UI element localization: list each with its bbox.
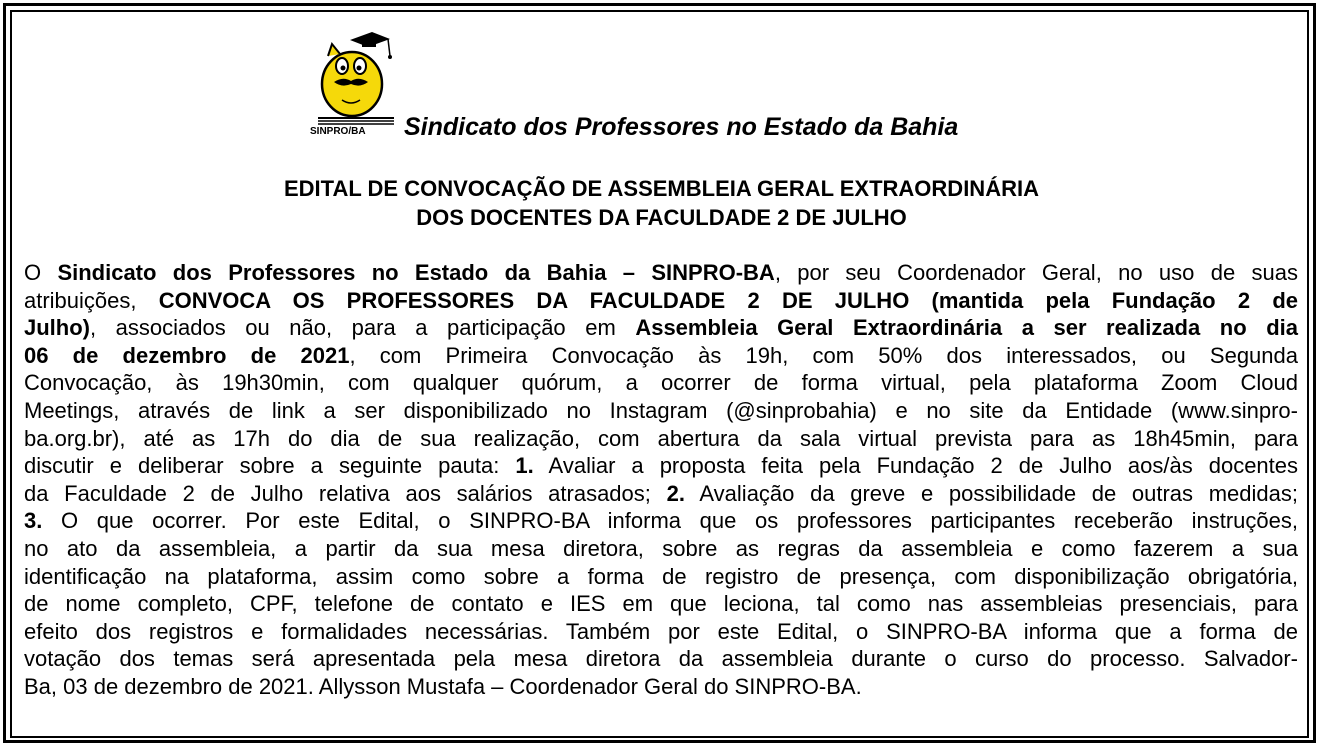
body-line: no ato da assembleia, a partir da sua mesa diretora, sobre as regras da assembleia e como fazerem a sua bbox=[24, 535, 1298, 561]
body-line: votação dos temas será apresentada pela mesa diretora da assembleia durante o curso do processo. Salvador- bbox=[24, 646, 1298, 672]
logo-caption: SINPRO/BA bbox=[310, 126, 366, 136]
body-line: Convocação, às 19h30min, com qualquer quórum, a ocorrer de forma virtual, pela plataforma Zoom Cloud bbox=[24, 370, 1298, 396]
sinpro-owl-logo bbox=[310, 26, 400, 136]
org-name: Sindicato dos Professores no Estado da Bahia bbox=[404, 113, 959, 141]
notice-body bbox=[24, 259, 1298, 701]
body-line-signature: Ba, 03 de dezembro de 2021. Allysson Mustafa – Coordenador Geral do SINPRO-BA. bbox=[24, 673, 862, 699]
notice-title-line-1: EDITAL DE CONVOCAÇÃO DE ASSEMBLEIA GERAL EXTRAORDINÁRIA bbox=[284, 176, 1039, 201]
body-line: 06 de dezembro de 2021, com Primeira Convocação às 19h, com 50% dos interessados, ou Segunda bbox=[24, 342, 1298, 368]
body-line: discutir e deliberar sobre a seguinte pauta: 1. Avaliar a proposta feita pela Fundação 2 de Julho aos/às docentes bbox=[24, 453, 1299, 479]
notice-title-line-2: DOS DOCENTES DA FACULDADE 2 DE JULHO bbox=[416, 205, 907, 230]
body-line: ba.org.br), até as 17h do dia de sua realização, com abertura da sala virtual prevista para as 18h45min, para bbox=[24, 425, 1298, 451]
body-line: 3. O que ocorrer. Por este Edital, o SINPRO-BA informa que os professores participantes receberão instruções, bbox=[24, 508, 1298, 534]
body-line: efeito dos registros e formalidades necessárias. Também por este Edital, o SINPRO-BA informa que a forma de bbox=[24, 618, 1298, 644]
body-line: atribuições, CONVOCA OS PROFESSORES DA FACULDADE 2 DE JULHO (mantida pela Fundação 2 de bbox=[24, 287, 1298, 313]
body-line: de nome completo, CPF, telefone de contato e IES em que leciona, tal como nas assembleias presenciais, para bbox=[24, 591, 1298, 617]
body-line: O Sindicato dos Professores no Estado da Bahia – SINPRO-BA, por seu Coordenador Geral, no uso de suas bbox=[24, 260, 1298, 285]
body-line: Julho), associados ou não, para a participação em Assembleia Geral Extraordinária a ser realizada no dia bbox=[24, 315, 1298, 341]
body-line: identificação na plataforma, assim como sobre a forma de registro de presença, com disponibilização obrigatória, bbox=[24, 563, 1298, 589]
body-line: da Faculdade 2 de Julho relativa aos salários atrasados; 2. Avaliação da greve e possibilidade de outras medidas; bbox=[24, 480, 1298, 506]
body-line: Meetings, através de link a ser disponibilizado no Instagram (@sinprobahia) e no site da Entidade (www.sinpro- bbox=[24, 397, 1298, 423]
